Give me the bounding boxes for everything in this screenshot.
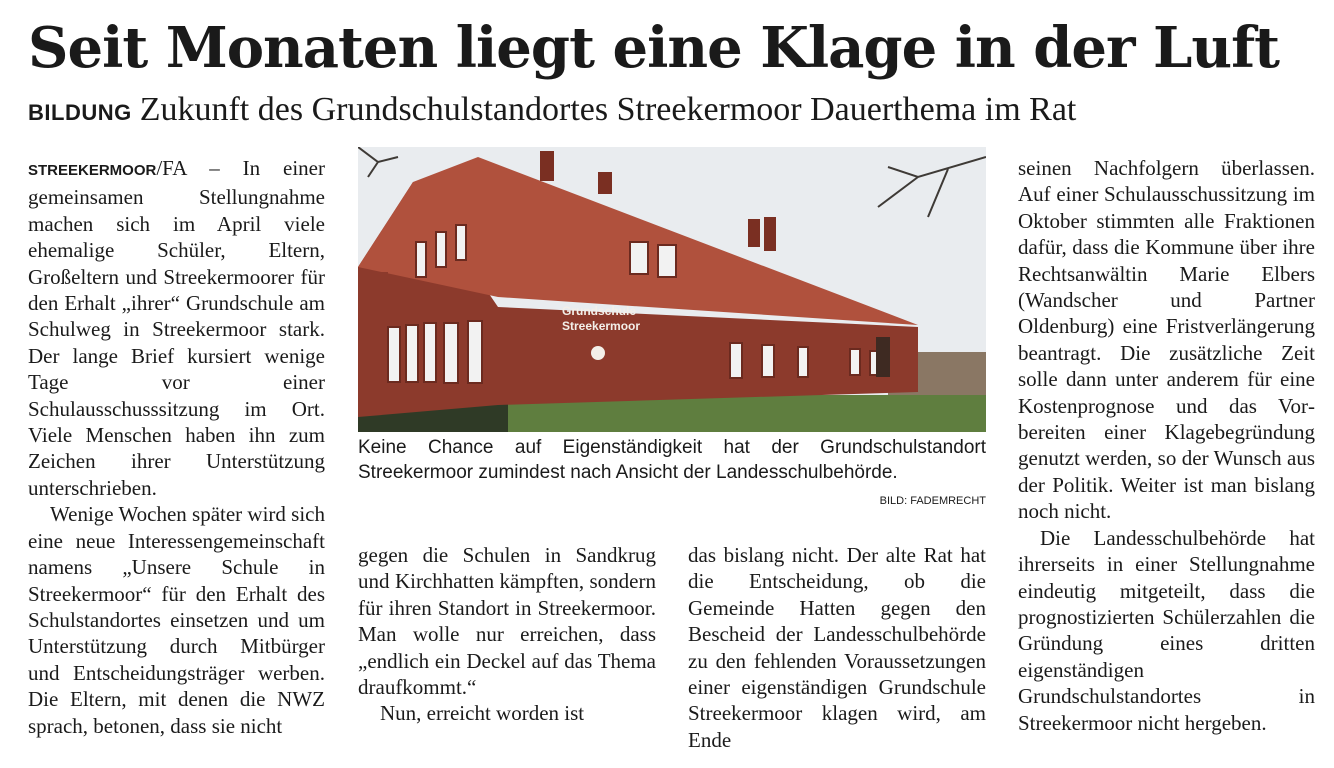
paragraph-4: Nun, erreicht worden ist	[380, 701, 585, 726]
article-column-2	[358, 542, 656, 752]
paragraph-1-text: /FA – In einer gemeinsamen Stellungnahme machen sich im April viele ehemalige Schüler, Eltern, Großeltern und Streekermoorer für den Erhalt „ihrer“ Grundschule am Schulweg in Streekermoor stark. Der lange Brief kursiert wenige Tage vor einer Schulausschusssitzung im Ort. Viele Menschen haben ihn zum Zeichen ihrer Unterstützung unterschrieben.	[28, 156, 325, 500]
photo-caption: Keine Chance auf Eigenständigkeit hat der Grundschulstandort Streekermoor zumindest nach Ansicht der Landesschulbehörde.	[358, 437, 986, 483]
paragraph-3: gegen die Schulen in Sandkrug und Kirchhatten kämpften, sondern für ihren Standort in Streekermoor. Man wolle nur erreichen, dass „endlich ein Deckel auf das Thema draufkommt.“	[358, 543, 656, 700]
article-column-3	[688, 542, 986, 752]
school-building-photo	[358, 147, 986, 432]
paragraph-7: Die Landesschulbehörde hat ihrerseits in einer Stellungnahme eindeutig mitgeteilt, dass die prognostizierten Schülerzahlen die Gründung eines dritten eigenständigen Grundschulstandortes in Streekermoor nicht hergeben.	[1018, 525, 1315, 735]
headline: Seit Monaten liegt eine Klage in der Luft	[28, 15, 1280, 81]
photo-credit: BILD: FADEMRECHT	[879, 495, 986, 507]
chimney-2	[598, 172, 612, 194]
entrance-door	[876, 337, 890, 377]
chimney-1	[540, 151, 554, 181]
chimney-4	[764, 217, 776, 251]
side-wing	[358, 272, 388, 352]
paragraph-6: seinen Nachfolgern überlassen. Auf einer Schulausschussitzung im Oktober stimmten alle Fraktionen dafür, dass die Kommune über ihre Rechtsanwältin Marie Elbers (Wandscher und Partner Oldenburg) eine Fristverlängerung beantragt. Die zusätzliche Zeit solle dann unter anderem für eine Kostenprognose und das Vorbereiten einer Klagebegründung genutzt werden, so der Wunsch aus der Politik. Weiter ist man bislang noch nicht.	[1018, 156, 1315, 524]
building-sign-line-1: Grundschule	[562, 304, 637, 318]
subheadline-row	[28, 90, 1318, 133]
paragraph-1	[28, 155, 325, 501]
school-emblem	[591, 346, 605, 360]
paragraph-5: das bislang nicht. Der alte Rat hat die Entscheidung, ob die Gemeinde Hatten gegen den Bescheid der Landesschulbehörde zu den fehlenden Voraussetzungen einer eigenständigen Grundschule Streekermoor klagen wird, am Ende	[688, 543, 986, 752]
article-column-1	[28, 155, 325, 745]
subheadline: Zukunft des Grundschulstandortes Streekermoor Dauerthema im Rat	[139, 91, 1077, 128]
article-photo	[358, 147, 986, 432]
article-column-4	[1018, 155, 1315, 755]
chimney-3	[748, 219, 760, 247]
building-sign-line-2: Streekermoor	[562, 319, 641, 333]
dateline: STREEKERMOOR	[28, 162, 157, 179]
paragraph-2: Wenige Wochen später wird sich eine neue Interessengemeinschaft namens „Unsere Schule in Streekermoor“ für den Erhalt des Schulstandortes einsetzen und um Unterstützung durch Mitbürger und Entscheidungsträger werben. Die Eltern, mit denen die NWZ sprach, betonen, dass sie nicht	[28, 502, 325, 738]
section-kicker: BILDUNG	[28, 100, 132, 125]
